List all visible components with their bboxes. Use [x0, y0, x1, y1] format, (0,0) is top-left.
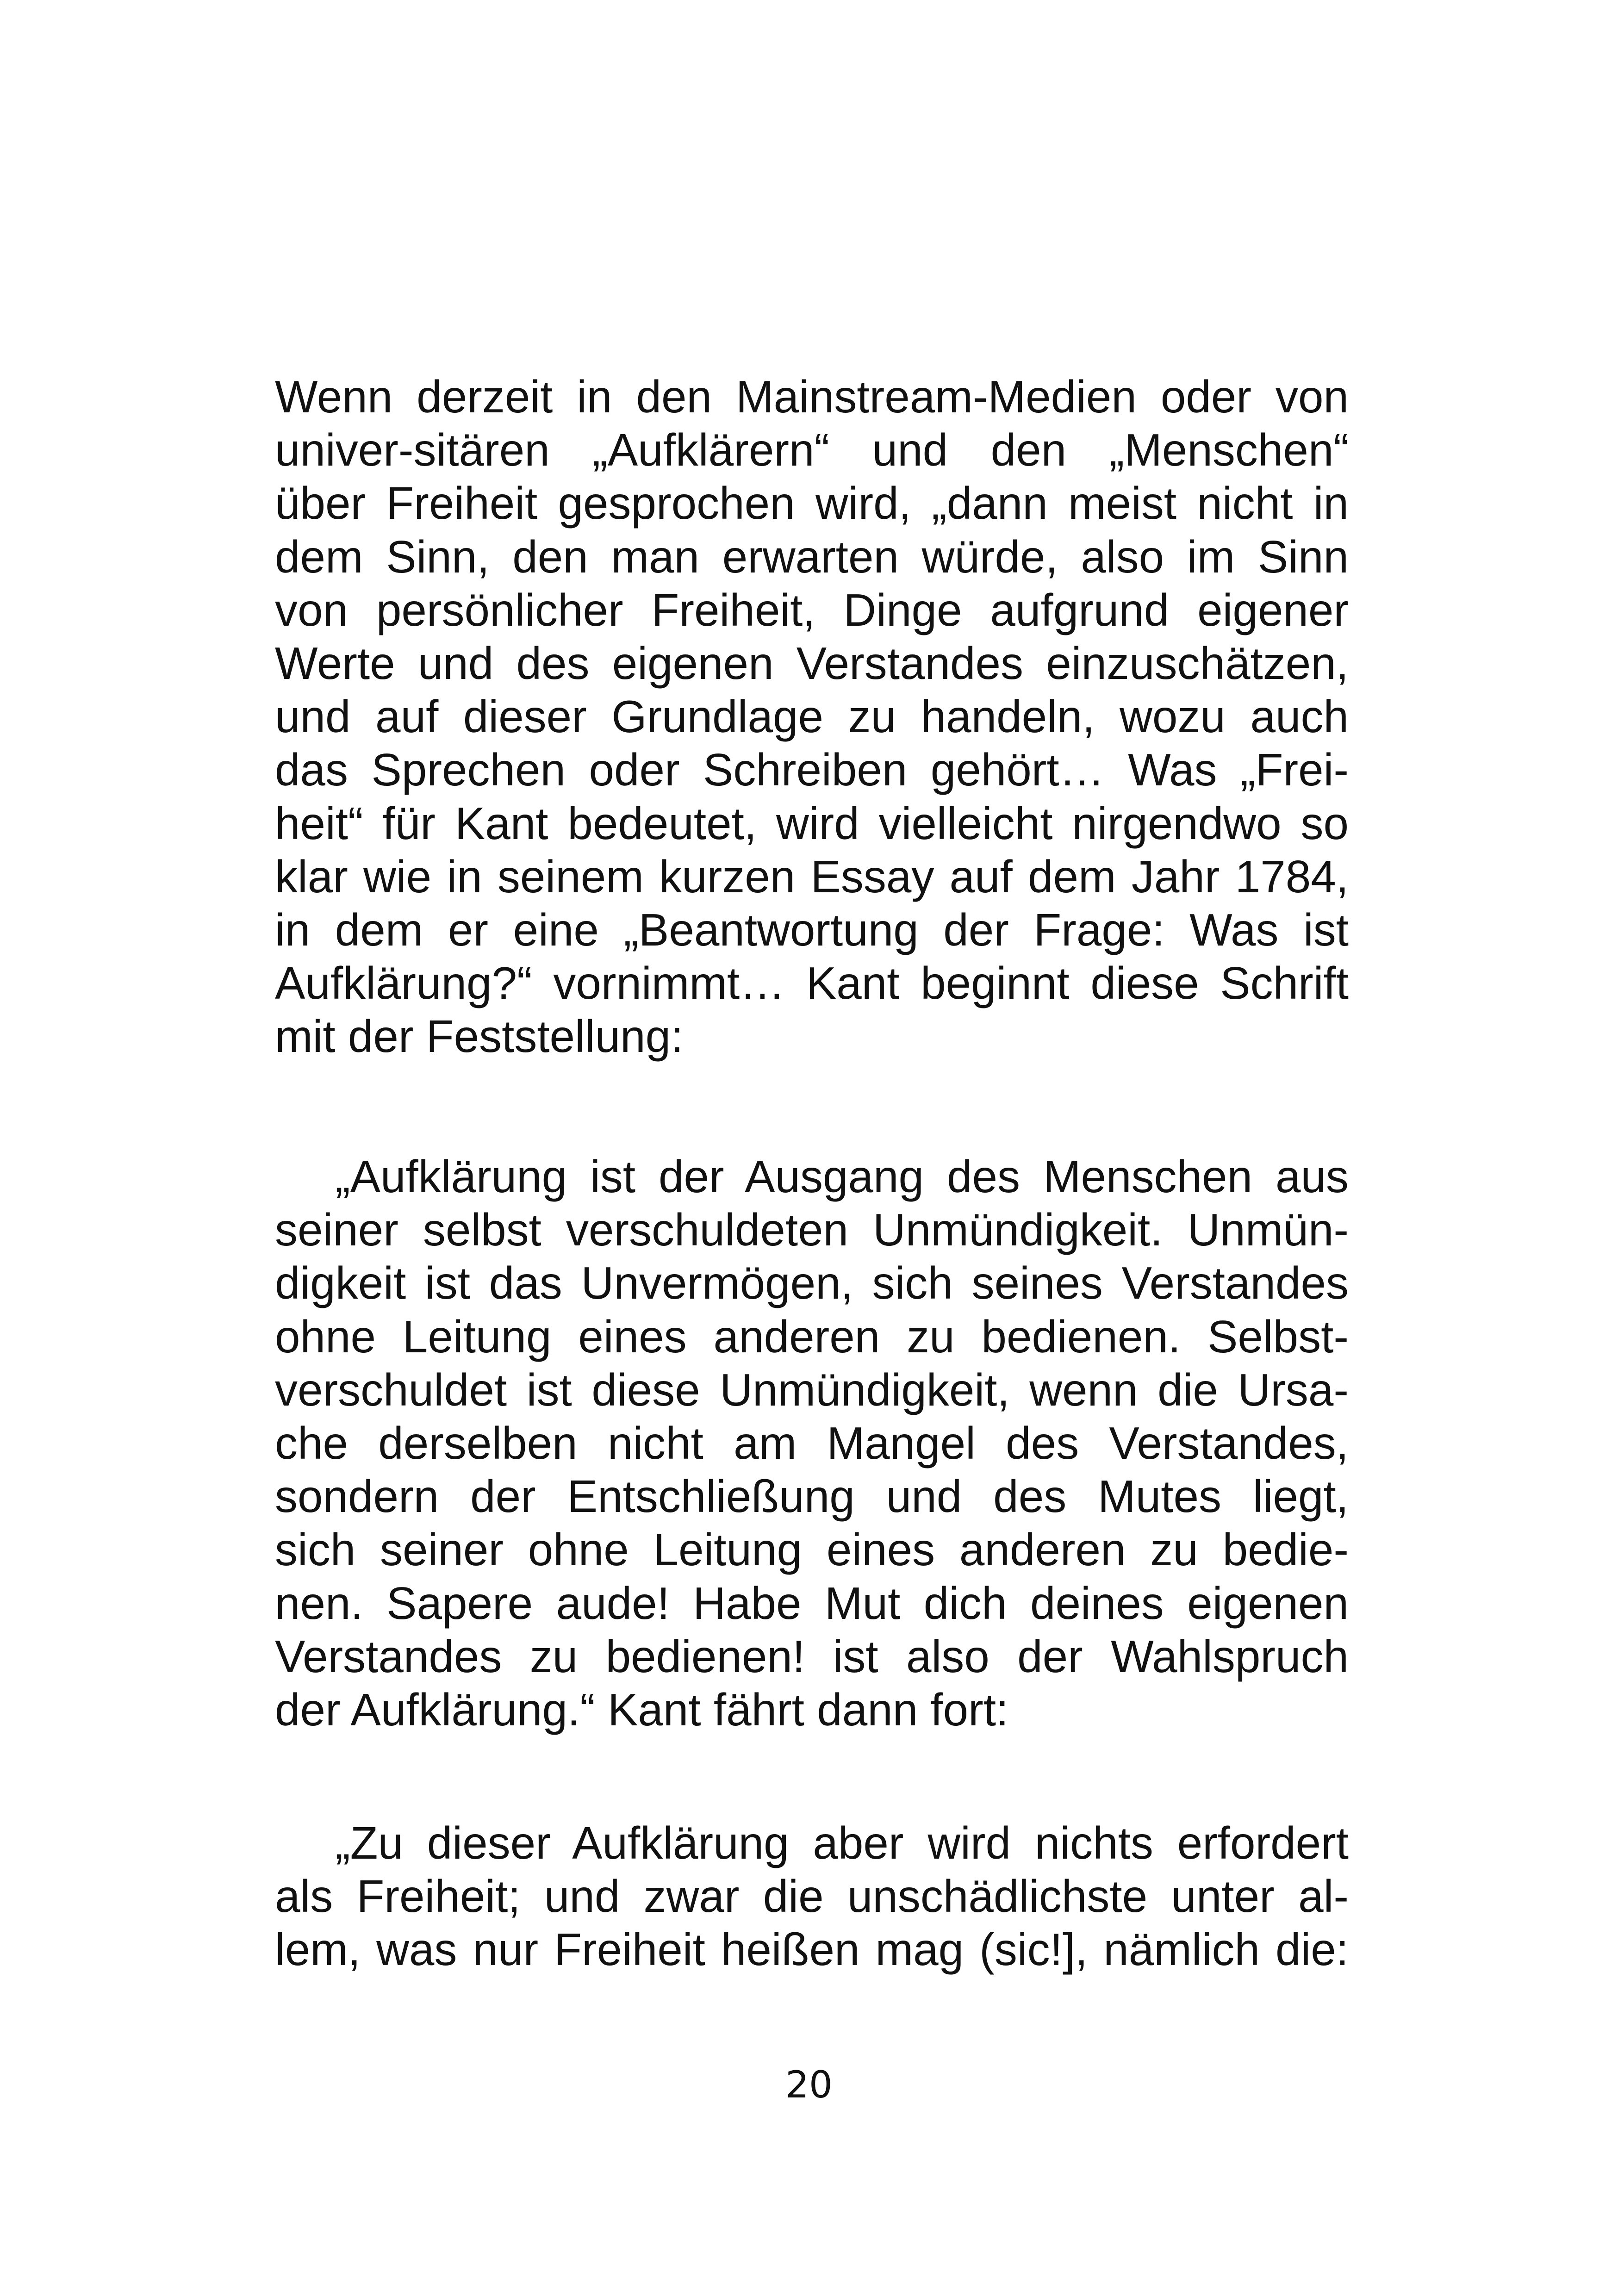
text-line: in dem er eine „Beantwortung der Frage: Was ist: [275, 904, 1349, 955]
text-line: Verstandes zu bedienen! ist also der Wahlspruch: [275, 1630, 1349, 1682]
text-line: nen. Sapere aude! Habe Mut dich deines eigenen: [275, 1577, 1349, 1629]
text-line: univer-sitären „Aufklärern“ und den „Menschen“: [275, 424, 1349, 476]
text-line: klar wie in seinem kurzen Essay auf dem Jahr 1784,: [275, 851, 1349, 902]
text-line: seiner selbst verschuldeten Unmündigkeit. Unmün-: [275, 1204, 1349, 1256]
text-line: ohne Leitung eines anderen zu bedienen. Selbst-: [275, 1311, 1349, 1362]
text-line: che derselben nicht am Mangel des Verstandes,: [275, 1417, 1349, 1468]
text-line: Aufklärung?“ vornimmt… Kant beginnt diese Schrift: [275, 958, 1349, 1009]
text-line: sich seiner ohne Leitung eines anderen zu bedie-: [275, 1524, 1349, 1575]
text-line: lem, was nur Freiheit heißen mag (sic!], nämlich die:: [275, 1924, 1349, 1975]
text-line: „Aufklärung ist der Ausgang des Menschen aus: [335, 1151, 1349, 1202]
text-line: von persönlicher Freiheit, Dinge aufgrund eigener: [275, 584, 1349, 635]
kant-quote-continuation: [275, 1817, 1349, 1977]
text-line: der Aufklärung.“ Kant fährt dann fort:: [275, 1684, 1009, 1735]
text-line: digkeit ist das Unvermögen, sich seines Verstandes: [275, 1257, 1349, 1309]
page-number: 20: [785, 2063, 833, 2106]
body-paragraph-intro: [275, 370, 1349, 1063]
text-line: mit der Feststellung:: [275, 1011, 684, 1062]
text-line: das Sprechen oder Schreiben gehört… Was „Frei-: [275, 744, 1349, 796]
text-line: dem Sinn, den man erwarten würde, also im Sinn: [275, 531, 1349, 582]
text-line: und auf dieser Grundlage zu handeln, wozu auch: [275, 691, 1349, 742]
text-line: „Zu dieser Aufklärung aber wird nichts erfordert: [335, 1817, 1349, 1868]
text-line: Wenn derzeit in den Mainstream-Medien oder von: [275, 371, 1349, 422]
text-line: als Freiheit; und zwar die unschädlichste unter al-: [275, 1871, 1349, 1922]
text-line: Werte und des eigenen Verstandes einzuschätzen,: [275, 637, 1349, 689]
text-line: über Freiheit gesprochen wird, „dann meist nicht in: [275, 478, 1349, 529]
text-line: heit“ für Kant bedeutet, wird vielleicht nirgendwo so: [275, 797, 1349, 849]
text-line: sondern der Entschließung und des Mutes liegt,: [275, 1471, 1349, 1522]
text-line: verschuldet ist diese Unmündigkeit, wenn die Ursa-: [275, 1364, 1349, 1415]
kant-quote-paragraph: [275, 1150, 1349, 1736]
